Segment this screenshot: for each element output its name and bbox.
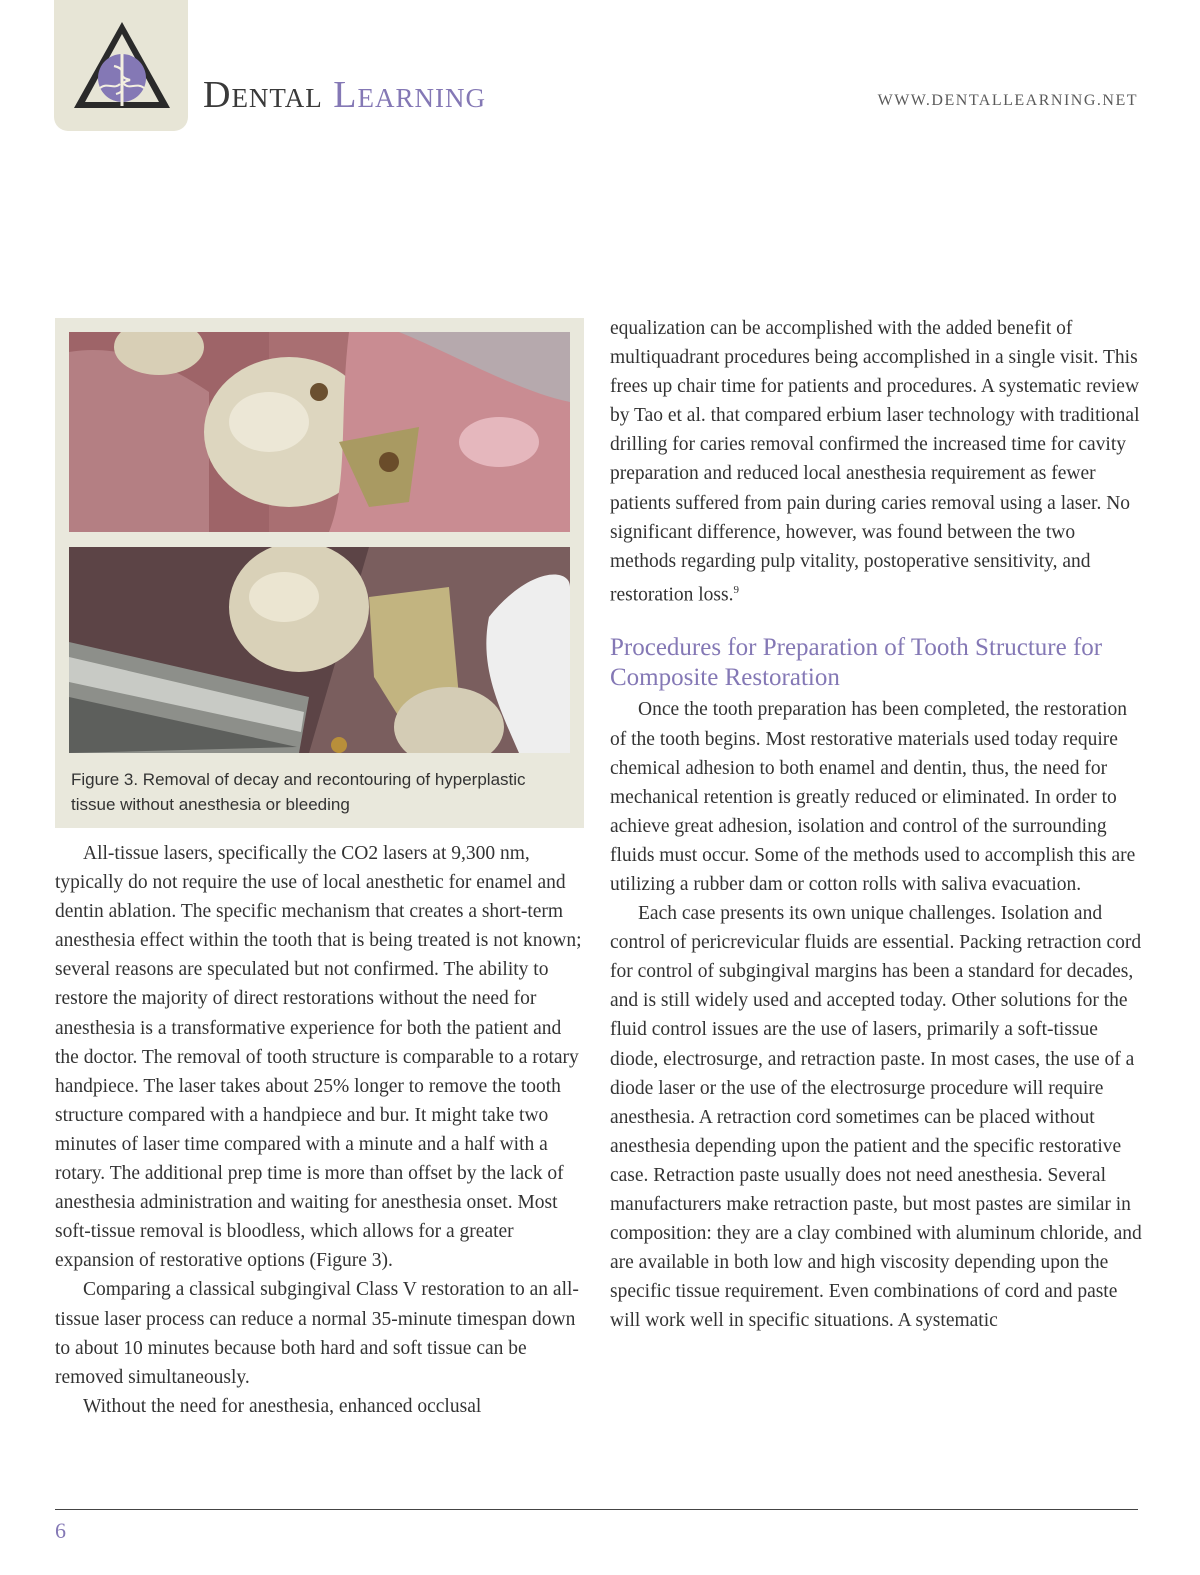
figure-3 (55, 318, 584, 828)
paragraph-text: equalization can be accomplished with the added benefit of multiquadrant procedures being accomplished in a single visit. This frees up chair time for patients and procedures. A systematic review by Tao et al. that compared erbium laser technology with traditional drilling for caries removal confirmed the increased time for cavity preparation and reduced local anesthesia requirement as fewer patients suffered from pain during caries removal using a laser. No significant difference, however, was found between the two methods regarding pulp vitality, postoperative sensitivity, and restoration loss. (610, 318, 1140, 606)
left-column (55, 839, 585, 1421)
section-heading: Procedures for Preparation of Tooth Structure for Composite Restoration (610, 634, 1103, 692)
paragraph-continued (610, 314, 1142, 609)
figure-photo-before (69, 332, 570, 532)
figure-photo-after (69, 547, 570, 753)
paragraph: Without the need for anesthesia, enhanced occlusal (83, 1395, 482, 1417)
brand-word-dental: Dental (203, 74, 323, 116)
paragraph: All-tissue lasers, specifically the CO2 lasers at 9,300 nm, typically do not require the use of local anesthetic for enamel and dentin ablation. The specific mechanism that creates a short-term anesthesia effect within the tooth that is being treated is not known; several reasons are speculated but not confirmed. The ability to restore the majority of direct restorations without the need for anesthesia is a transformative experience for both the patient and the doctor. The removal of tooth structure is comparable to a rotary handpiece. The laser takes about 25% longer to remove the tooth structure compared with a handpiece and bur. It might take two minutes of laser time compared with a minute and a half with a rotary. The additional prep time is more than offset by the lack of anesthesia administration and waiting for anesthesia onset. Most soft-tissue removal is bloodless, which allows for a greater expansion of restorative options (Figure 3). (55, 843, 582, 1272)
figure-caption: Figure 3. Removal of decay and recontouring of hyperplastic tissue without anesthesia or bleeding (71, 770, 526, 814)
page-number: 6 (55, 1518, 66, 1543)
logo-box (54, 0, 188, 131)
paragraph: Each case presents its own unique challenges. Isolation and control of pericrevicular fluids are essential. Packing retraction cord for control of subgingival margins has been a standard for decades, and is still widely used and accepted today. Other solutions for the fluid control issues are the use of lasers, primarily a soft-tissue diode, electrosurge, and retraction paste. In most cases, the use of a diode laser or the use of the electrosurge procedure will require anesthesia. A retraction cord sometimes can be placed without anesthesia depending upon the patient and the specific restorative case. Retraction paste usually does not need anesthesia. Several manufacturers make retraction paste, but most pastes are similar in composition: they are a clay combined with aluminum chloride, and are available in both low and high viscosity depending upon the specific tissue requirement. Even combinations of cord and paste will work well in specific situations. A systematic (610, 903, 1142, 1332)
paragraph: Once the tooth preparation has been completed, the restoration of the tooth begins. Most restorative materials used today require chemical adhesion to both enamel and dentin, thus, the need for mechanical retention is greatly reduced or eliminated. In order to achieve great adhesion, isolation and control of the surrounding fluids must occur. Some of the methods used to accomplish this are utilizing a rubber dam or cotton rolls with saliva evacuation. (610, 699, 1136, 895)
right-column (610, 314, 1142, 1336)
dental-learning-logo-icon (70, 18, 174, 114)
reference-superscript: 9 (733, 583, 739, 596)
brand-title (203, 76, 486, 114)
paragraph: Comparing a classical subgingival Class V restoration to an all-tissue laser process can reduce a normal 35-minute timespan down to about 10 minutes because both hard and soft tissue can be removed simultaneously. (55, 1279, 579, 1388)
brand-word-learning: Learning (333, 74, 486, 116)
footer-divider (55, 1509, 1138, 1510)
website-url[interactable]: WWW.DENTALLEARNING.NET (877, 92, 1138, 109)
